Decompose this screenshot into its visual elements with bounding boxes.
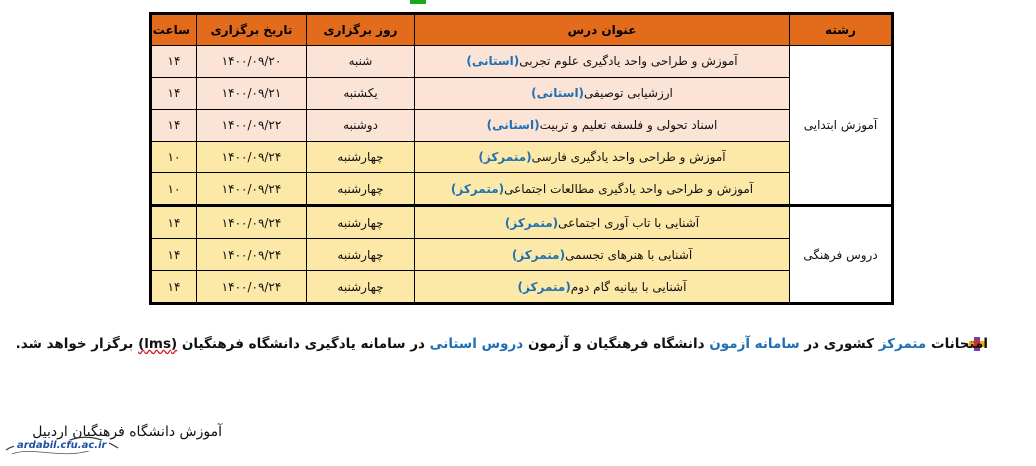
course-title-cell [415, 141, 790, 173]
note-text: دانشگاه فرهنگیان و آزمون [527, 336, 705, 352]
course-title-cell [415, 77, 790, 109]
hour-cell: ۱۴ [151, 271, 197, 304]
date-cell: ۱۴۰۰/۰۹/۲۲ [197, 109, 307, 141]
course-tag: (متمرکز) [478, 150, 532, 164]
note-text: در سامانه یادگیری دانشگاه فرهنگیان [181, 336, 425, 352]
day-cell: چهارشنبه [307, 173, 415, 206]
course-tag: (استانی) [531, 86, 585, 101]
table-header-row [151, 14, 893, 46]
header-major: رشته [790, 14, 893, 46]
course-tag: (متمرکز) [511, 247, 566, 262]
course-title: آموزش و طراحی واحد یادگیری مطالعات اجتماعی [504, 181, 754, 196]
table-row [151, 271, 893, 304]
course-tag: (استانی) [466, 54, 520, 69]
major-cell: آموزش ابتدایی [790, 46, 893, 206]
date-cell: ۱۴۰۰/۰۹/۲۴ [197, 271, 307, 304]
hour-cell: ۱۴ [151, 239, 197, 271]
hour-cell: ۱۴ [151, 46, 197, 78]
table-row [151, 239, 893, 271]
note-text: امتحانات [931, 336, 988, 352]
course-title-cell [415, 206, 790, 239]
course-title: آموزش و طراحی واحد یادگیری فارسی [531, 150, 726, 164]
course-title-cell [415, 271, 790, 304]
signature: آموزش دانشگاه فرهنگیان اردبیل [32, 424, 222, 440]
header-title: عنوان درس [415, 14, 790, 46]
date-cell: ۱۴۰۰/۰۹/۲۴ [197, 141, 307, 173]
exam-schedule-table [149, 12, 894, 305]
header-hour: ساعت [151, 14, 197, 46]
table-row [151, 173, 893, 206]
course-tag: (متمرکز) [504, 215, 559, 230]
day-cell: چهارشنبه [307, 206, 415, 239]
note-keyword-exam-system: سامانه آزمون [709, 336, 800, 352]
course-tag: (متمرکز) [517, 279, 571, 294]
date-cell: ۱۴۰۰/۰۹/۲۱ [197, 77, 307, 109]
note-keyword-centralized: متمرکز [878, 336, 927, 352]
note-text: کشوری در [804, 336, 875, 352]
day-cell: چهارشنبه [307, 141, 415, 173]
hour-cell: ۱۰ [151, 173, 197, 206]
table-row [151, 46, 893, 78]
course-tag: (استانی) [486, 118, 540, 133]
course-title: آموزش و طراحی واحد یادگیری علوم تجربی [519, 54, 738, 69]
table-row [151, 206, 893, 239]
date-cell: ۱۴۰۰/۰۹/۲۴ [197, 173, 307, 206]
course-title: آشنایی با بیانیه گام دوم [570, 279, 687, 294]
day-cell: دوشنبه [307, 109, 415, 141]
course-title: آشنایی با تاب آوری اجتماعی [558, 215, 700, 230]
note-keyword-lms: (lms) [138, 336, 178, 352]
course-title-cell [415, 46, 790, 78]
date-cell: ۱۴۰۰/۰۹/۲۴ [197, 239, 307, 271]
day-cell: چهارشنبه [307, 239, 415, 271]
major-cell: دروس فرهنگی [790, 206, 893, 304]
header-date: تاریخ برگزاری [197, 14, 307, 46]
hour-cell: ۱۴ [151, 109, 197, 141]
top-green-strip [410, 0, 426, 4]
day-cell: چهارشنبه [307, 271, 415, 304]
course-tag: (متمرکز) [450, 181, 505, 196]
hour-cell: ۱۴ [151, 206, 197, 239]
hour-cell: ۱۰ [151, 141, 197, 173]
day-cell: یکشنبه [307, 77, 415, 109]
header-day: روز برگزاری [307, 14, 415, 46]
note-text: برگزار خواهد شد. [15, 336, 134, 352]
exam-note [16, 336, 988, 352]
note-keyword-provincial: دروس استانی [429, 336, 524, 352]
course-title-cell [415, 173, 790, 206]
table-row [151, 77, 893, 109]
day-cell: شنبه [307, 46, 415, 78]
course-title: آشنایی با هنرهای تجسمی [565, 247, 693, 262]
date-cell: ۱۴۰۰/۰۹/۲۰ [197, 46, 307, 78]
watermark: ardabil.cfu.ac.ir [14, 440, 109, 451]
course-title-cell [415, 239, 790, 271]
course-title-cell [415, 109, 790, 141]
table-row [151, 109, 893, 141]
table-row [151, 141, 893, 173]
date-cell: ۱۴۰۰/۰۹/۲۴ [197, 206, 307, 239]
course-title: ارزشیابی توصیفی [584, 86, 673, 101]
hour-cell: ۱۴ [151, 77, 197, 109]
course-title: اسناد تحولی و فلسفه تعلیم و تربیت [539, 118, 718, 133]
